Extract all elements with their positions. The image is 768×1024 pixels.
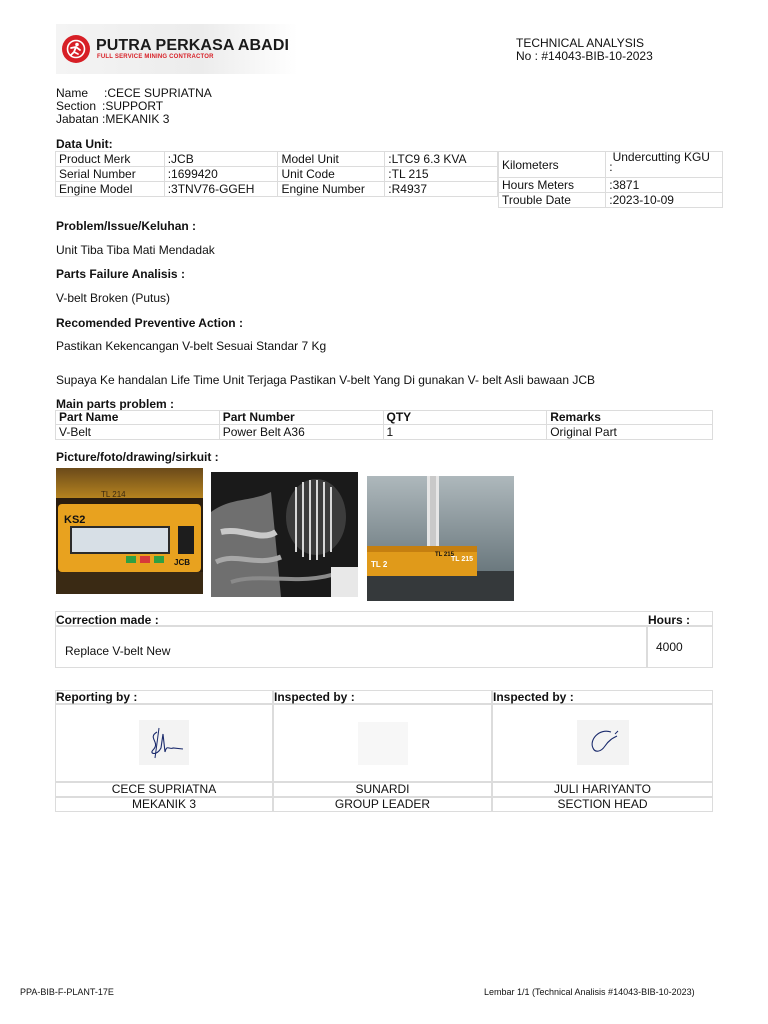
table-row	[499, 178, 723, 193]
signer-role-2: GROUP LEADER	[334, 797, 431, 811]
preventive-line-1: Pastikan Kekencangan V-belt Sesuai Standar 7 Kg	[56, 339, 327, 353]
signer-name-2: SUNARDI	[355, 782, 410, 796]
table-cell: Trouble Date	[499, 193, 606, 208]
table-cell: V-Belt	[56, 425, 220, 440]
table-row	[499, 193, 723, 208]
column-header: Part Number	[219, 411, 383, 425]
signer-name-3: JULI HARIYANTO	[554, 782, 651, 796]
photo-3-unit: TL 215 TL 215 TL 2	[367, 476, 514, 601]
table-cell: :2023-10-09	[606, 193, 723, 208]
person-name-row: Name :CECE SUPRIATNA	[56, 86, 212, 100]
table-row	[56, 152, 498, 167]
table-header-row	[56, 411, 713, 425]
table-cell: Hours Meters	[499, 178, 606, 193]
table-row	[56, 167, 498, 182]
preventive-title: Recomended Preventive Action :	[56, 316, 243, 330]
data-unit-table-right	[498, 151, 723, 208]
document-type: TECHNICAL ANALYSIS	[516, 36, 645, 50]
table-cell: :3871	[606, 178, 723, 193]
sig-heading-inspected-1: Inspected by :	[274, 690, 355, 704]
failure-text: V-belt Broken (Putus)	[56, 291, 171, 305]
section-value: SUPPORT	[105, 99, 164, 113]
person-jabatan-row: Jabatan :MEKANIK 3	[56, 112, 170, 126]
jabatan-value: MEKANIK 3	[105, 112, 170, 126]
correction-hours-value: 4000	[656, 640, 683, 654]
table-cell: Kilometers	[499, 152, 606, 178]
table-cell: Original Part	[547, 425, 713, 440]
data-unit-title: Data Unit:	[56, 137, 113, 151]
column-header: Remarks	[547, 411, 713, 425]
table-cell: Unit Code	[278, 167, 385, 182]
footer-form-code: PPA-BIB-F-PLANT-17E	[20, 987, 114, 997]
photo-2-engine	[211, 472, 358, 597]
signature-image-3	[577, 720, 629, 765]
photo-1-display-panel: TL 214 KS2 JCB	[56, 468, 203, 594]
name-value: CECE SUPRIATNA	[107, 86, 212, 100]
table-row	[56, 425, 713, 440]
table-cell: :JCB	[164, 152, 278, 167]
correction-hours-label: Hours :	[648, 613, 690, 627]
table-cell: :3TNV76-GGEH	[164, 182, 278, 197]
document-number: No : #14043-BIB-10-2023	[516, 49, 653, 63]
sig-heading-inspected-2: Inspected by :	[493, 690, 574, 704]
table-cell: :R4937	[385, 182, 498, 197]
table-cell: :1699420	[164, 167, 278, 182]
parts-title: Main parts problem :	[56, 397, 175, 411]
signer-name-1: CECE SUPRIATNA	[111, 782, 217, 796]
company-logo-icon	[62, 35, 90, 63]
pictures-title: Picture/foto/drawing/sirkuit :	[56, 450, 219, 464]
sig-heading-reporting: Reporting by :	[56, 690, 138, 704]
table-cell: 1	[383, 425, 547, 440]
section-label: Section	[56, 99, 97, 113]
table-cell: Serial Number	[56, 167, 165, 182]
table-cell: Product Merk	[56, 152, 165, 167]
table-row	[499, 152, 723, 178]
table-cell: Engine Model	[56, 182, 165, 197]
failure-title: Parts Failure Analisis :	[56, 267, 185, 281]
column-header: Part Name	[56, 411, 220, 425]
problem-text: Unit Tiba Tiba Mati Mendadak	[56, 243, 215, 257]
table-cell: :LTC9 6.3 KVA	[385, 152, 498, 167]
table-cell: Power Belt A36	[219, 425, 383, 440]
person-section-row: Section :SUPPORT	[56, 99, 164, 113]
signature-image-2	[358, 722, 408, 765]
data-unit-table-left	[55, 151, 498, 197]
table-row	[56, 182, 498, 197]
table-cell: :TL 215	[385, 167, 498, 182]
problem-title: Problem/Issue/Keluhan :	[56, 219, 197, 233]
footer-page-info: Lembar 1/1 (Technical Analisis #14043-BIB-10-2023)	[484, 987, 695, 997]
table-cell: Model Unit	[278, 152, 385, 167]
signer-role-3: SECTION HEAD	[557, 797, 648, 811]
company-tagline: FULL SERVICE MINING CONTRACTOR	[97, 54, 214, 60]
correction-text: Replace V-belt New	[65, 644, 171, 658]
company-name: PUTRA PERKASA ABADI	[96, 37, 290, 54]
column-header: QTY	[383, 411, 547, 425]
signature-image-1	[139, 720, 189, 765]
parts-table	[55, 410, 713, 440]
preventive-line-2: Supaya Ke handalan Life Time Unit Terjaga Pastikan V-belt Yang Di gunakan V- belt Asli bawaan JCB	[56, 373, 596, 387]
correction-title: Correction made :	[56, 613, 159, 627]
table-cell: :Undercutting KGU	[606, 152, 723, 178]
table-cell: Engine Number	[278, 182, 385, 197]
name-label: Name	[56, 86, 89, 100]
jabatan-label: Jabatan	[56, 112, 99, 126]
signer-role-1: MEKANIK 3	[131, 797, 197, 811]
